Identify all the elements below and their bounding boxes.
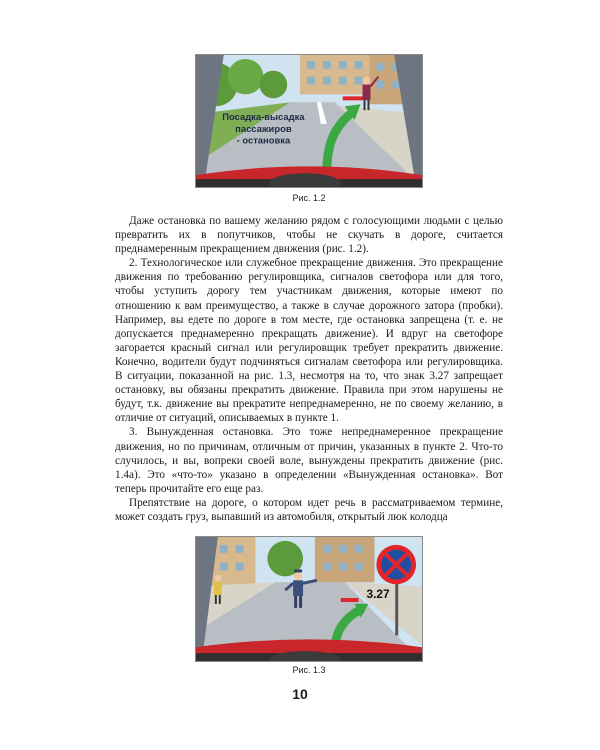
road-text-line1: Посадка-высадка xyxy=(222,112,305,123)
figure-1-2-caption: Рис. 1.2 xyxy=(292,193,326,203)
paragraph: Препятствие на дороге, о котором идет речь в рассматриваемом термине, может создать груз, выпавший из автомобиля, открытый люк колодца xyxy=(115,496,503,523)
figure-1-2 xyxy=(195,54,423,188)
paragraph: 2. Технологическое или служебное прекращение движения. Это прекращение движения по требованию регулировщика, сигналов светофора или для того, чтобы уступить дорогу тем участникам движения, которые имеют по отношению к вам преимущество, а также в случае дорожного затора (пробки). Например, вы едете по дороге в том месте, где остановка запрещена (т. е. не допускается преднамеренно прекращать движение). И вдруг на светофоре загорается красный сигнал или регулировщик требует прекратить движение. Конечно, водители будут подчиняться сигналам светофора или регулировщика. В ситуации, показанной на рис. 1.3, несмотря на то, что знак 3.27 запрещает остановку, вы обязаны прекратить движение. Правила при этом нарушены не будут, т.к. движение вы прекратите непреднамеренно, не по своему желанию, в отличие от ситуаций, описываемых в пункте 1. xyxy=(115,257,503,425)
road-text-line3: - остановка xyxy=(236,135,291,146)
sign-plate-label: 3.27 xyxy=(366,587,390,602)
figure-1-3-illustration xyxy=(196,537,422,661)
paragraph: 3. Вынужденная остановка. Это тоже непреднамеренное прекращение движения, но по причинам, отличным от причин, указанных в пункте 2. Что-то случилось, и вы, вопреки своей воле, вынуждены прекратить движение (рис. 1.4а). Это «что-то» указано в определении «Вынужденная остановка». Вот теперь прочитайте его еще раз. xyxy=(115,426,503,495)
body-text xyxy=(115,214,503,524)
paragraph: Даже остановка по вашему желанию рядом с голосующими людьми с целью превратить их в попутчиков, чтобы не скучать в дороге, считается преднамеренным прекращением движения (рис. 1.2). xyxy=(115,215,503,256)
figure-1-2-illustration xyxy=(196,55,422,187)
road-text-line2: пассажиров xyxy=(235,123,292,134)
page-number: 10 xyxy=(292,686,308,702)
figure-1-3 xyxy=(195,536,423,662)
figure-1-3-caption: Рис. 1.3 xyxy=(292,665,326,675)
